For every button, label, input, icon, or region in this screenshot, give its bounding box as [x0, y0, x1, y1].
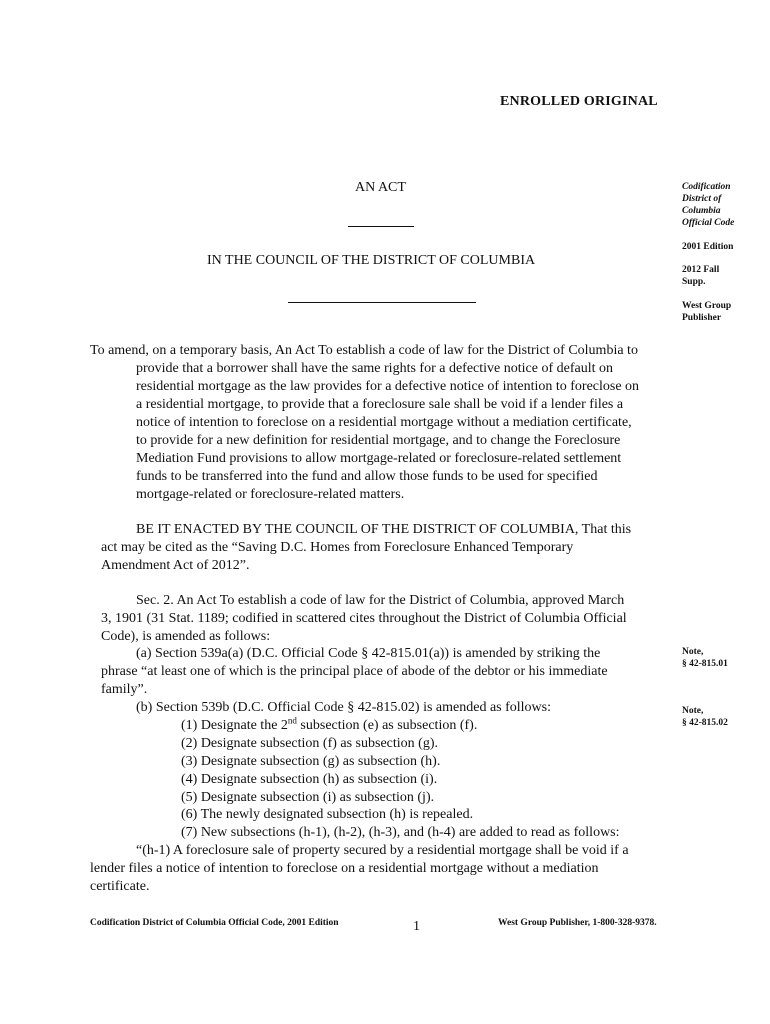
sidebar-note-42-815-01: Note, § 42-815.01 — [682, 647, 728, 669]
sec2-line: 3, 1901 (31 Stat. 1189; codified in scattered cites throughout the District of Columbia Official — [101, 611, 627, 626]
subsection-h1-line: lender files a notice of intention to foreclose on a residential mortgage without a mediation — [90, 861, 599, 876]
sec2-line: Sec. 2. An Act To establish a code of law for the District of Columbia, approved March — [136, 593, 625, 608]
document-header: ENROLLED ORIGINAL — [500, 94, 658, 109]
purpose-line: mortgage-related or foreclosure-related matters. — [136, 487, 405, 502]
purpose-line: a residential mortgage, to provide that a foreclosure sale shall be void if a lender files a — [136, 397, 624, 412]
sec2-line: (b) Section 539b (D.C. Official Code § 42-815.02) is amended as follows: — [136, 700, 552, 715]
act-title: AN ACT — [355, 180, 406, 195]
sec2-item-3: (3) Designate subsection (g) as subsection (h). — [181, 754, 441, 769]
sec2-item-4: (4) Designate subsection (h) as subsection (i). — [181, 772, 438, 787]
sec2-line: family”. — [101, 682, 148, 697]
sidebar-publisher: West Group Publisher — [682, 301, 732, 323]
enacted-line: BE IT ENACTED BY THE COUNCIL OF THE DISTRICT OF COLUMBIA, That this — [136, 522, 632, 537]
footer-publisher: West Group Publisher, 1-800-328-9378. — [498, 918, 657, 928]
sidebar-note-42-815-02: Note, § 42-815.02 — [682, 706, 728, 728]
footer-codification: Codification District of Columbia Official Code, 2001 Edition — [90, 918, 339, 928]
sec2-item-7: (7) New subsections (h-1), (h-2), (h-3), and (h-4) are added to read as follows: — [181, 825, 620, 840]
council-rule — [288, 302, 476, 303]
title-rule — [348, 226, 414, 227]
sec2-item-6: (6) The newly designated subsection (h) is repealed. — [181, 807, 474, 822]
sec2-line: (a) Section 539a(a) (D.C. Official Code § 42-815.01(a)) is amended by striking the — [136, 646, 601, 661]
purpose-line: provide that a borrower shall have the same rights for a defective notice of default on — [136, 361, 613, 376]
council-heading: IN THE COUNCIL OF THE DISTRICT OF COLUMBIA — [207, 253, 536, 268]
enacted-line: act may be cited as the “Saving D.C. Homes from Foreclosure Enhanced Temporary — [101, 540, 574, 555]
purpose-line: Mediation Fund provisions to allow mortgage-related or foreclosure-related settlement — [136, 451, 622, 466]
sec2-item-2: (2) Designate subsection (f) as subsection (g). — [181, 736, 438, 751]
enacted-line: Amendment Act of 2012”. — [101, 558, 250, 573]
subsection-h1-line: certificate. — [90, 879, 150, 894]
purpose-line: funds to be transferred into the fund and allow those funds to be used for specified — [136, 469, 598, 484]
purpose-line: notice of intention to foreclose on a residential mortgage without a mediation certificate, — [136, 415, 632, 430]
sec2-item-1: (1) Designate the 2nd subsection (e) as subsection (f). — [181, 715, 478, 733]
subsection-h1-line: “(h-1) A foreclosure sale of property secured by a residential mortgage shall be void if a — [136, 843, 629, 858]
purpose-line: residential mortgage as the law provides for a defective notice of intention to foreclose on — [136, 379, 640, 394]
purpose-line: to provide for a new definition for residential mortgage, and to change the Foreclosure — [136, 433, 621, 448]
sec2-line: phrase “at least one of which is the principal place of abode of the debtor or his immediate — [101, 664, 608, 679]
sidebar-codification: Codification District of Columbia Official Code — [682, 182, 735, 228]
sec2-item-5: (5) Designate subsection (i) as subsection (j). — [181, 790, 435, 805]
sidebar-supp: 2012 Fall Supp. — [682, 265, 720, 287]
page-number: 1 — [413, 919, 420, 934]
sidebar-edition: 2001 Edition — [682, 242, 734, 252]
sec2-line: Code), is amended as follows: — [101, 629, 271, 644]
purpose-line: To amend, on a temporary basis, An Act To establish a code of law for the District of Columbia to — [90, 343, 638, 358]
